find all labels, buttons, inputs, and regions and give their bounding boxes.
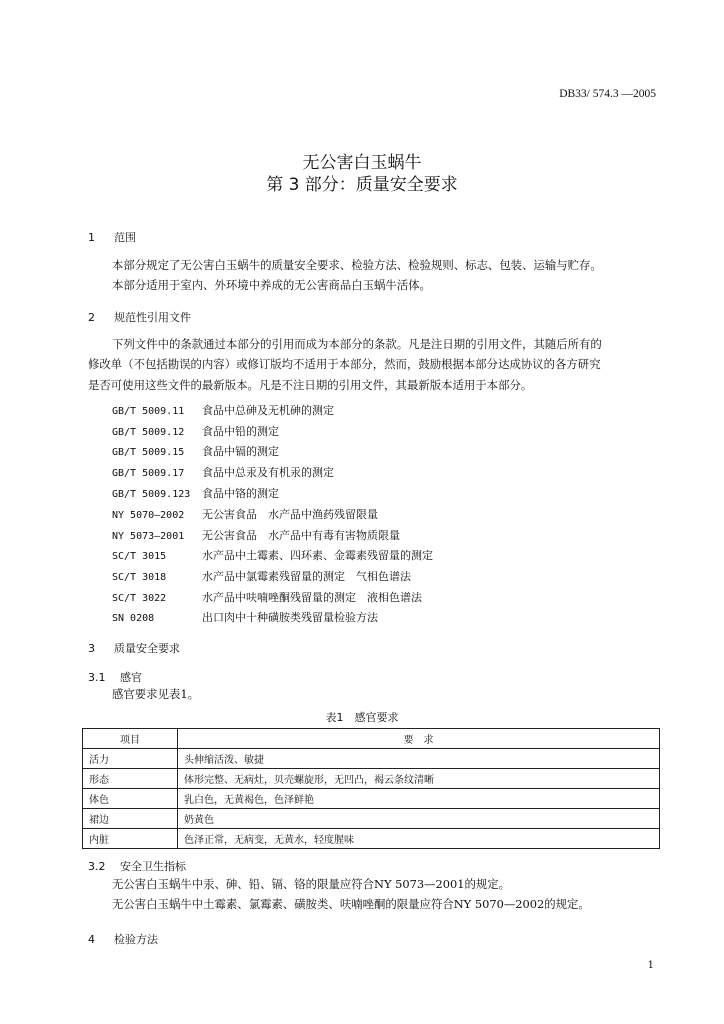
paragraph: 本部分规定了无公害白玉蜗牛的质量安全要求、检验方法、检验规则、标志、包装、运输与贮存。 xyxy=(112,258,602,272)
reference-code: SC/T 3018 xyxy=(112,572,167,583)
section-title: 质量安全要求 xyxy=(114,642,180,655)
paragraph: 感官要求见表1。 xyxy=(112,687,199,701)
section-title: 范围 xyxy=(114,231,136,244)
reference-name: 水产品中氯霉素残留量的测定 气相色谱法 xyxy=(202,570,411,583)
reference-code: SC/T 3015 xyxy=(112,551,167,562)
table-cell: 形态 xyxy=(83,769,178,789)
section-heading-3 xyxy=(88,640,180,656)
table-row xyxy=(83,809,660,829)
reference-item xyxy=(112,443,279,459)
reference-code: NY 5073—2001 xyxy=(112,531,185,542)
reference-code: GB/T 5009.17 xyxy=(112,468,185,479)
reference-name: 食品中铬的测定 xyxy=(202,487,279,500)
paragraph: 无公害白玉蜗牛中汞、砷、铅、镉、铬的限量应符合NY 5073—2001的规定。 xyxy=(112,877,511,891)
reference-item xyxy=(112,506,378,522)
section-title: 检验方法 xyxy=(114,933,158,946)
table-cell: 奶黄色 xyxy=(178,809,660,829)
paragraph: 下列文件中的条款通过本部分的引用而成为本部分的条款。凡是注日期的引用文件，其随后所有的 xyxy=(112,337,602,351)
table-row xyxy=(83,749,660,769)
section-number: 3 xyxy=(88,642,95,655)
section-heading-3-2 xyxy=(88,858,186,874)
section-number: 1 xyxy=(88,231,95,244)
document-subtitle: 第 3 部分：质量安全要求 xyxy=(266,175,458,195)
table-cell: 体形完整、无病灶，贝壳螺旋形，无凹凸，褐云条纹清晰 xyxy=(178,769,660,789)
section-heading-1 xyxy=(88,229,136,245)
section-number: 3.2 xyxy=(88,860,106,873)
reference-item xyxy=(112,609,378,625)
table-cell: 体色 xyxy=(83,789,178,809)
table-header-row xyxy=(83,729,660,749)
reference-code: GB/T 5009.12 xyxy=(112,427,185,438)
paragraph: 无公害白玉蜗牛中土霉素、氯霉素、磺胺类、呋喃唑酮的限量应符合NY 5070—2002的规定。 xyxy=(112,897,590,911)
reference-item xyxy=(112,547,433,563)
table-cell: 头伸缩活泼、敏捷 xyxy=(178,749,660,769)
table-row xyxy=(83,829,660,849)
table-caption: 表1 感官要求 xyxy=(325,711,399,724)
table-header-cell: 项目 xyxy=(83,729,178,749)
table-row xyxy=(83,769,660,789)
sensory-requirements-table xyxy=(82,728,660,849)
section-title: 规范性引用文件 xyxy=(114,311,191,324)
reference-item xyxy=(112,485,279,501)
reference-name: 无公害食品 水产品中渔药残留限量 xyxy=(202,508,378,521)
reference-name: 食品中镉的测定 xyxy=(202,445,279,458)
reference-code: NY 5070—2002 xyxy=(112,510,185,521)
paragraph: 是否可使用这些文件的最新版本。凡是不注日期的引用文件，其最新版本适用于本部分。 xyxy=(88,378,533,392)
reference-item xyxy=(112,527,400,543)
reference-item xyxy=(112,464,334,480)
section-heading-2 xyxy=(88,309,191,325)
reference-code: SC/T 3022 xyxy=(112,593,167,604)
reference-name: 食品中总砷及无机砷的测定 xyxy=(202,404,334,417)
reference-name: 食品中铅的测定 xyxy=(202,425,279,438)
reference-item xyxy=(112,568,411,584)
table-cell: 乳白色，无黄褐色，色泽鲜艳 xyxy=(178,789,660,809)
reference-name: 水产品中呋喃唑酮残留量的测定 液相色谱法 xyxy=(202,591,422,604)
reference-item xyxy=(112,423,279,439)
document-id: DB33/ 574.3 —2005 xyxy=(559,88,656,100)
reference-name: 出口肉中十种磺胺类残留量检验方法 xyxy=(202,611,378,624)
paragraph: 本部分适用于室内、外环境中养成的无公害商品白玉蜗牛活体。 xyxy=(112,278,431,292)
reference-name: 水产品中土霉素、四环素、金霉素残留量的测定 xyxy=(202,549,433,562)
table-header-cell: 要 求 xyxy=(178,729,660,749)
reference-name: 食品中总汞及有机汞的测定 xyxy=(202,466,334,479)
reference-code: GB/T 5009.123 xyxy=(112,489,191,500)
reference-code: SN 0208 xyxy=(112,613,155,624)
paragraph: 修改单（不包括勘误的内容）或修订版均不适用于本部分，然而，鼓励根据本部分达成协议的各方研究 xyxy=(88,357,601,371)
section-title: 安全卫生指标 xyxy=(120,860,186,873)
reference-code: GB/T 5009.15 xyxy=(112,447,185,458)
section-number: 2 xyxy=(88,311,95,324)
table-row xyxy=(83,789,660,809)
reference-item xyxy=(112,589,422,605)
page-number: 1 xyxy=(647,960,654,971)
table-cell: 裙边 xyxy=(83,809,178,829)
reference-item xyxy=(112,402,334,418)
section-heading-3-1 xyxy=(88,669,142,685)
section-heading-4 xyxy=(88,931,158,947)
section-number: 4 xyxy=(88,933,95,946)
document-title: 无公害白玉蜗牛 xyxy=(302,153,422,173)
reference-name: 无公害食品 水产品中有毒有害物质限量 xyxy=(202,529,400,542)
table-cell: 内脏 xyxy=(83,829,178,849)
table-cell: 活力 xyxy=(83,749,178,769)
reference-code: GB/T 5009.11 xyxy=(112,406,185,417)
table-cell: 色泽正常，无病变，无黄水，轻度腥味 xyxy=(178,829,660,849)
section-number: 3.1 xyxy=(88,671,106,684)
section-title: 感官 xyxy=(120,671,142,684)
